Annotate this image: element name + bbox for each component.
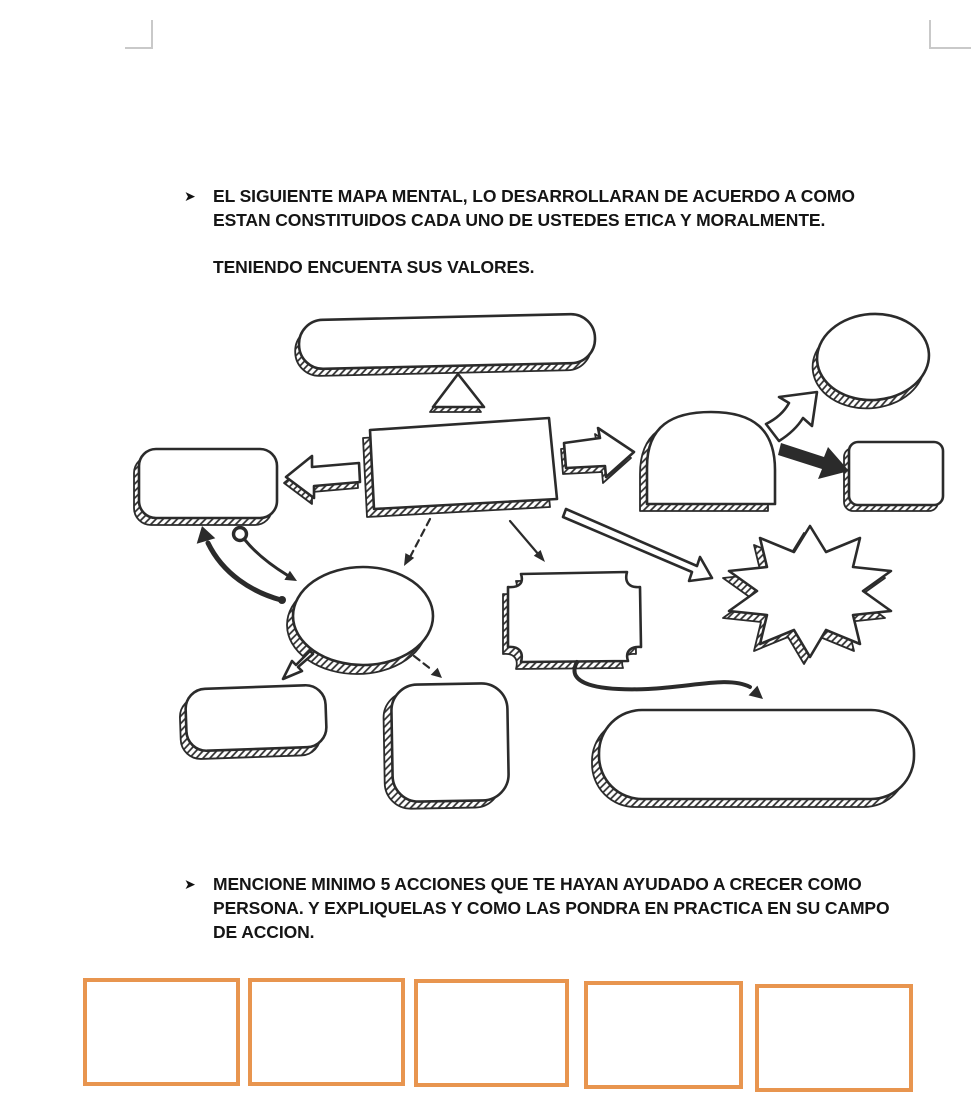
instruction-2-line-3: DE ACCION. <box>213 922 315 942</box>
bullet-arrow-icon: ➤ <box>184 188 196 204</box>
instruction-2-line-1: MENCIONE MINIMO 5 ACCIONES QUE TE HAYAN AYUDADO A CRECER COMO <box>213 874 862 894</box>
ring-tailed-curved-arrow <box>234 528 298 582</box>
small-outline-arrow-down-left <box>283 651 313 679</box>
thin-arrow-to-badge <box>510 521 545 562</box>
dashed-arrow-to-square <box>414 656 442 678</box>
triangle-connector-shape <box>430 374 484 412</box>
answer-box[interactable] <box>755 984 913 1092</box>
instruction-2-line-2: PERSONA. Y EXPLIQUELAS Y COMO LAS PONDRA EN PRACTICA EN SU CAMPO <box>213 898 890 918</box>
bullet-arrow-icon: ➤ <box>184 876 196 892</box>
instruction-1 <box>184 184 855 232</box>
right-outline-arrow <box>561 428 634 483</box>
instruction-1-note: TENIENDO ENCUENTA SUS VALORES. <box>213 257 535 277</box>
curved-outline-arrow-up-right <box>766 392 817 441</box>
top-right-circle-shape <box>809 310 932 412</box>
top-pill-shape <box>294 314 595 377</box>
instruction-1-line-2: ESTAN CONSTITUIDOS CADA UNO DE USTEDES ETICA Y MORALMENTE. <box>213 210 826 230</box>
starburst-shape <box>723 526 891 664</box>
instruction-1-line-1: EL SIGUIENTE MAPA MENTAL, LO DESARROLLARAN DE ACUERDO A COMO <box>213 186 855 206</box>
bottom-left-rounded-rectangle-shape <box>179 685 327 760</box>
badge-frame-shape <box>503 572 641 669</box>
dashed-arrow-to-ellipse <box>404 519 430 566</box>
bottom-rounded-square-shape <box>383 683 509 809</box>
bottom-right-pill-shape <box>592 710 914 807</box>
left-outline-arrow <box>284 456 360 504</box>
long-outline-arrow-to-starburst <box>563 509 712 581</box>
answer-box[interactable] <box>248 978 405 1086</box>
dome-shape <box>640 412 775 511</box>
small-rectangle-shape <box>844 442 943 511</box>
instruction-2 <box>184 872 890 944</box>
center-rectangle-shape <box>363 418 557 517</box>
solid-arrow-to-small-rectangle <box>778 443 849 479</box>
answer-box[interactable] <box>414 979 569 1087</box>
left-rounded-rectangle-shape <box>134 449 277 525</box>
answer-box[interactable] <box>584 981 743 1089</box>
answer-box[interactable] <box>83 978 240 1086</box>
